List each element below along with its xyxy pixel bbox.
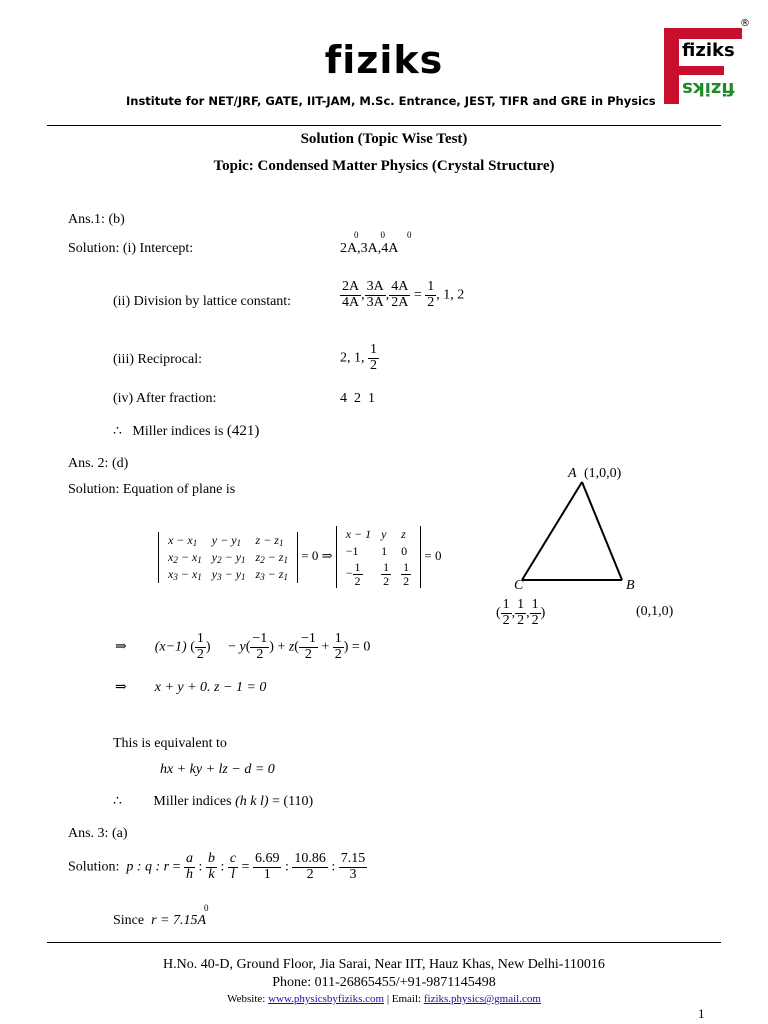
ans3-heading: Ans. 3: (a) <box>68 826 128 841</box>
ans2-heading: Ans. 2: (d) <box>68 456 129 471</box>
title-line1: Solution (Topic Wise Test) <box>300 131 468 147</box>
ans3-since <box>113 913 206 929</box>
tagline: Institute for NET/JRF, GATE, IIT-JAM, M.Sc. Entrance, JEST, TIFR and GRE in Physics <box>126 94 656 108</box>
ans1-step3-eq: 2, 1, $\frac{1}{2}$ <box>340 342 377 373</box>
ans1-step1-value: 2A,3A,4A <box>340 241 399 256</box>
ans3-solution: Solution: p : q : r = $\frac{a}{h}$ : $\frac{b}{k}$ : $\frac{c}{l}$ = $\frac{6.69}{1}$ : $\frac{10.86}{2}$ : $\frac{7.15}{3}$ <box>68 851 366 882</box>
angstrom-ring-ans3: 0 <box>204 903 209 913</box>
ans2-step-a: ⇒ (x−1) ( $\frac{1}{2}$ ) − y( $\frac{-1}{2}$ ) + z( $\frac{-1}{2}$ + $\frac{1}{2}$ ) = 0 <box>115 631 371 662</box>
vertex-a-label: A <box>568 466 577 481</box>
website-link[interactable]: www.physicsbyfiziks.com <box>268 993 385 1005</box>
ans1-step4-value: 4 2 1 <box>340 391 375 406</box>
ans2-miller-rhs: = (110) <box>272 794 314 809</box>
registered-mark: ® <box>740 18 750 29</box>
footer-phone: Phone: 011-26865455/+91-9871145498 <box>272 975 496 990</box>
ans2-miller-text: Miller indices <box>153 794 232 809</box>
ans1-step1-label: Solution: (i) Intercept: <box>68 241 194 256</box>
edge-ac <box>522 482 582 580</box>
website-label: Website: <box>227 993 266 1005</box>
plane-triangle-diagram <box>480 460 700 650</box>
ans1-step4-label: (iv) After fraction: <box>113 391 217 406</box>
ans2-step-b-eq: x + y + 0. z − 1 = 0 <box>154 680 267 695</box>
brand-title: fiziks <box>324 38 444 82</box>
logo-text: fiziks <box>682 40 735 61</box>
ans2-sol-label: Solution: Equation of plane is <box>68 482 236 497</box>
vertex-a-coord: (1,0,0) <box>584 466 622 481</box>
ans3-since-value: r = 7.15A <box>151 913 207 928</box>
ans1-miller: ∴ Miller indices is (421) <box>113 423 260 439</box>
ans3-since-text: Since <box>113 913 145 928</box>
email-label: | Email: <box>386 993 422 1005</box>
ans1-heading: Ans.1: (b) <box>68 212 125 227</box>
edge-ab <box>582 482 622 580</box>
vertex-c-label: C <box>514 578 524 593</box>
ans2-miller-lhs: (h k l) <box>235 794 269 809</box>
email-link[interactable]: fiziks.physics@gmail.com <box>423 993 541 1005</box>
ans1-step3-value: 2, 1, <box>340 350 365 366</box>
ans1-miller-text: Miller indices is <box>132 424 224 439</box>
ans1-step2-label: (ii) Division by lattice constant: <box>113 294 292 309</box>
ans1-step2-eq: $\frac{2A}{4A}$ , $\frac{3A}{3A}$ , $\frac{4A}{2A}$ = $\frac{1}{2}$ , 1, 2 <box>342 279 465 310</box>
ans3-sol-label: Solution: <box>68 859 120 875</box>
ans2-determinant: $x - x_1$ $y - y_1$ $z - z_1$ $x_2 - x_1$ $y_2 - y_1$ $z_2 - z_1$ $x_3 - x_1$ $y_3 - y_1$ $z_3 - z_1$ = 0 ⇒ x − 1 y z −1 1 0 − $\frac{1}{2}$ $\frac{1}{2}$ $\frac{1}{2}$ = 0 <box>158 526 442 588</box>
ans2-equiv-eq: hx + ky + lz − d = 0 <box>160 762 275 777</box>
footer-contact <box>0 993 768 1005</box>
ans2-step-a-factor: (x−1) <box>154 639 187 655</box>
footer-rule <box>47 942 721 943</box>
header-rule <box>47 125 721 126</box>
ans2-step-b: ⇒ x + y + 0. z − 1 = 0 <box>115 680 267 695</box>
ans1-step3-label: (iii) Reciprocal: <box>113 352 203 367</box>
ans1-miller-value: (421) <box>226 423 260 439</box>
title-line2: Topic: Condensed Matter Physics (Crystal Structure) <box>213 158 555 174</box>
angstrom-rings-1: 000 <box>354 230 434 240</box>
vertex-b-coord: (0,1,0) <box>636 604 674 619</box>
vertex-c-coord: ( $\frac{1}{2}$ , $\frac{1}{2}$ , $\frac{1}{2}$ ) <box>496 597 546 628</box>
ans2-miller: ∴ Miller indices (h k l) = (110) <box>113 794 314 809</box>
vertex-b-label: B <box>626 578 635 593</box>
ans1-step2-result: , 1, 2 <box>436 287 465 303</box>
page-number: 1 <box>698 1006 705 1021</box>
footer-address: H.No. 40-D, Ground Floor, Jia Sarai, Near IIT, Hauz Khas, New Delhi-110016 <box>163 957 605 972</box>
ans2-equiv-text: This is equivalent to <box>113 736 227 751</box>
fiziks-logo <box>662 18 750 108</box>
logo-text-mirrored: fiziks <box>682 78 735 99</box>
